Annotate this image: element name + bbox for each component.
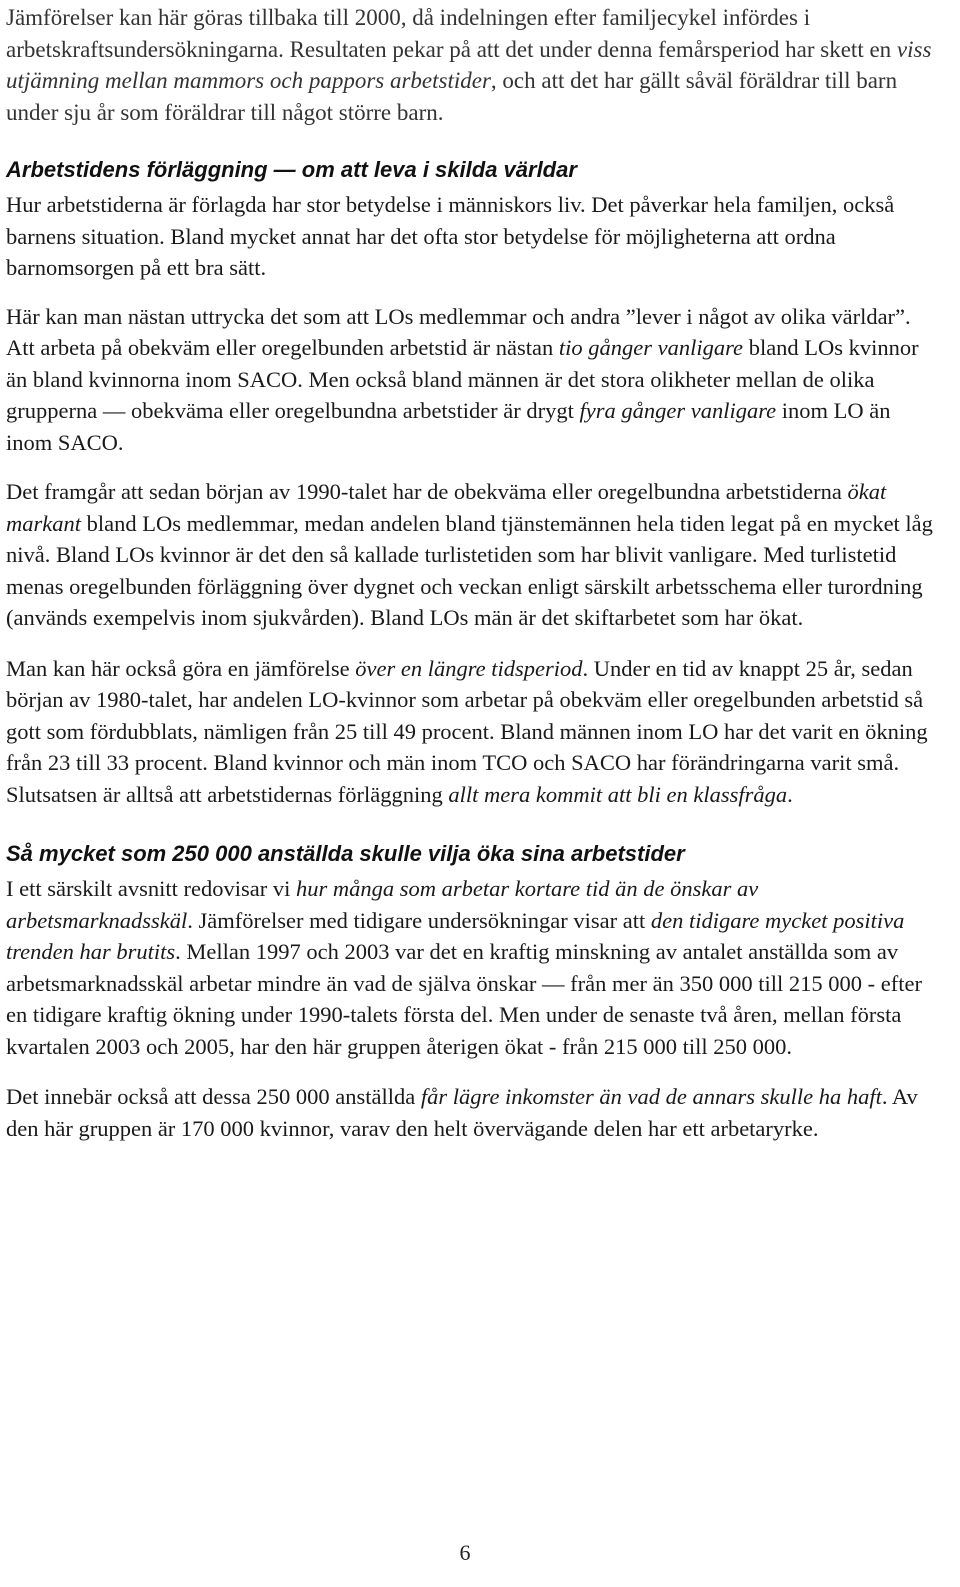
section-heading-250000-anstallda: Så mycket som 250 000 anställda skulle vilja öka sina arbetstider bbox=[6, 841, 685, 866]
intro-paragraph bbox=[6, 2, 936, 128]
text-run: . Under en tid av knappt 25 år, sedan början av 1980-talet, har andelen LO-kvinnor som arbetar på obekväm eller oregelbunden arbetstid så gott som fördubblats, nämligen från 25 till 49 procent. Bland männen inom LO har det varit en ökning från 23 till 33 procent. Bland kvinnor och män inom TCO och SACO har förändringarna varit små. Slutsatsen är alltså att arbetstidernas förläggning bbox=[6, 655, 928, 807]
italic-run: fyra gånger vanligare bbox=[579, 398, 777, 423]
paragraph-arbetsmarknadsskal bbox=[6, 873, 936, 1062]
paragraph-arbetstider-betydelse: Hur arbetstiderna är förlagda har stor betydelse i människors liv. Det påverkar hela familjen, också barnens situation. Bland mycket annat har det ofta stor betydelse för möjligheterna att ordna barnomsorgen på ett bra sätt. bbox=[6, 192, 895, 280]
page-number: 6 bbox=[459, 1540, 471, 1565]
italic-run: över en längre tidsperiod bbox=[355, 655, 583, 681]
text-run: I ett särskilt avsnitt redovisar vi bbox=[6, 876, 296, 901]
text-run: . Av den här gruppen är 170 000 kvinnor, varav den helt övervägande delen har ett arbetaryrke. bbox=[6, 1084, 918, 1141]
italic-run: viss utjämning mellan mammors och pappors arbetstider bbox=[6, 36, 932, 93]
document-page bbox=[6, 0, 936, 1144]
text-run: . Mellan 1997 och 2003 var det en kraftig minskning av antalet anställda som av arbetsmarknadsskäl arbetar mindre än vad de själva önskar — från mer än 350 000 till 215 000 - efter en tidigare kraftig ökning under 1990-talets första del. Men under de senaste två åren, mellan första kvartalen 2003 och 2005, har den här gruppen återigen ökat - från 215 000 till 250 000. bbox=[6, 939, 922, 1059]
paragraph-lagre-inkomster bbox=[6, 1081, 936, 1144]
text-run: inom LO än inom SACO. bbox=[6, 398, 891, 455]
text-run: Man kan här också göra en jämförelse bbox=[6, 655, 356, 681]
text-run: Här kan man nästan uttrycka det som att LOs medlemmar och andra ”lever i något av olika världar”. Att arbeta på obekväm eller oregelbunden arbetstid är nästan bbox=[6, 303, 911, 360]
text-run: Det innebär också att dessa 250 000 anställda bbox=[6, 1084, 421, 1109]
italic-run: ökat markant bbox=[6, 479, 887, 536]
paragraph-1990-talet bbox=[6, 476, 936, 634]
paragraph-langre-tidsperiod bbox=[6, 653, 936, 811]
italic-run: den tidigare mycket positiva trenden har brutits bbox=[6, 907, 905, 964]
section-heading-arbetstidens-forlaggning: Arbetstidens förläggning — om att leva i skilda världar bbox=[6, 157, 577, 182]
text-run: . bbox=[787, 781, 793, 807]
italic-run: hur många som arbetar kortare tid än de önskar av arbetsmarknadsskäl bbox=[6, 876, 759, 933]
italic-run: får lägre inkomster än vad de annars skulle ha haft bbox=[420, 1084, 882, 1109]
text-run: Jämförelser kan här göras tillbaka till 2000, då indelningen efter familjecykel infördes i arbetskraftsundersökningarna. Resultaten pekar på att det under denna femårsperiod har skett en bbox=[6, 5, 897, 62]
text-run: . Jämförelser med tidigare undersökningar visar att bbox=[187, 907, 651, 933]
italic-run: allt mera kommit att bli en klassfråga bbox=[448, 781, 788, 807]
text-run: bland LOs medlemmar, medan andelen bland tjänstemännen hela tiden legat på en mycket låg nivå. Bland LOs kvinnor är det den så kallade turlistetiden som har blivit vanligare. Med turlistetid menas oregelbunden förläggning över dygnet och veckan enligt särskilt arbetsschema eller turordning (används exempelvis inom sjukvården). Bland LOs män är det skiftarbetet som har ökat. bbox=[6, 510, 933, 630]
text-run: Det framgår att sedan början av 1990-talet har de obekväma eller oregelbundna arbetstiderna bbox=[6, 479, 848, 504]
italic-run: tio gånger vanligare bbox=[558, 335, 744, 360]
text-run: bland LOs kvinnor än bland kvinnorna inom SACO. Men också bland männen är det stora olikheter mellan de olika grupperna — obekväma eller oregelbundna arbetstider är drygt bbox=[6, 335, 919, 423]
text-run: , och att det har gällt såväl föräldrar till barn under sju år som föräldrar till något större barn. bbox=[6, 68, 898, 125]
paragraph-olika-varldar bbox=[6, 301, 936, 459]
